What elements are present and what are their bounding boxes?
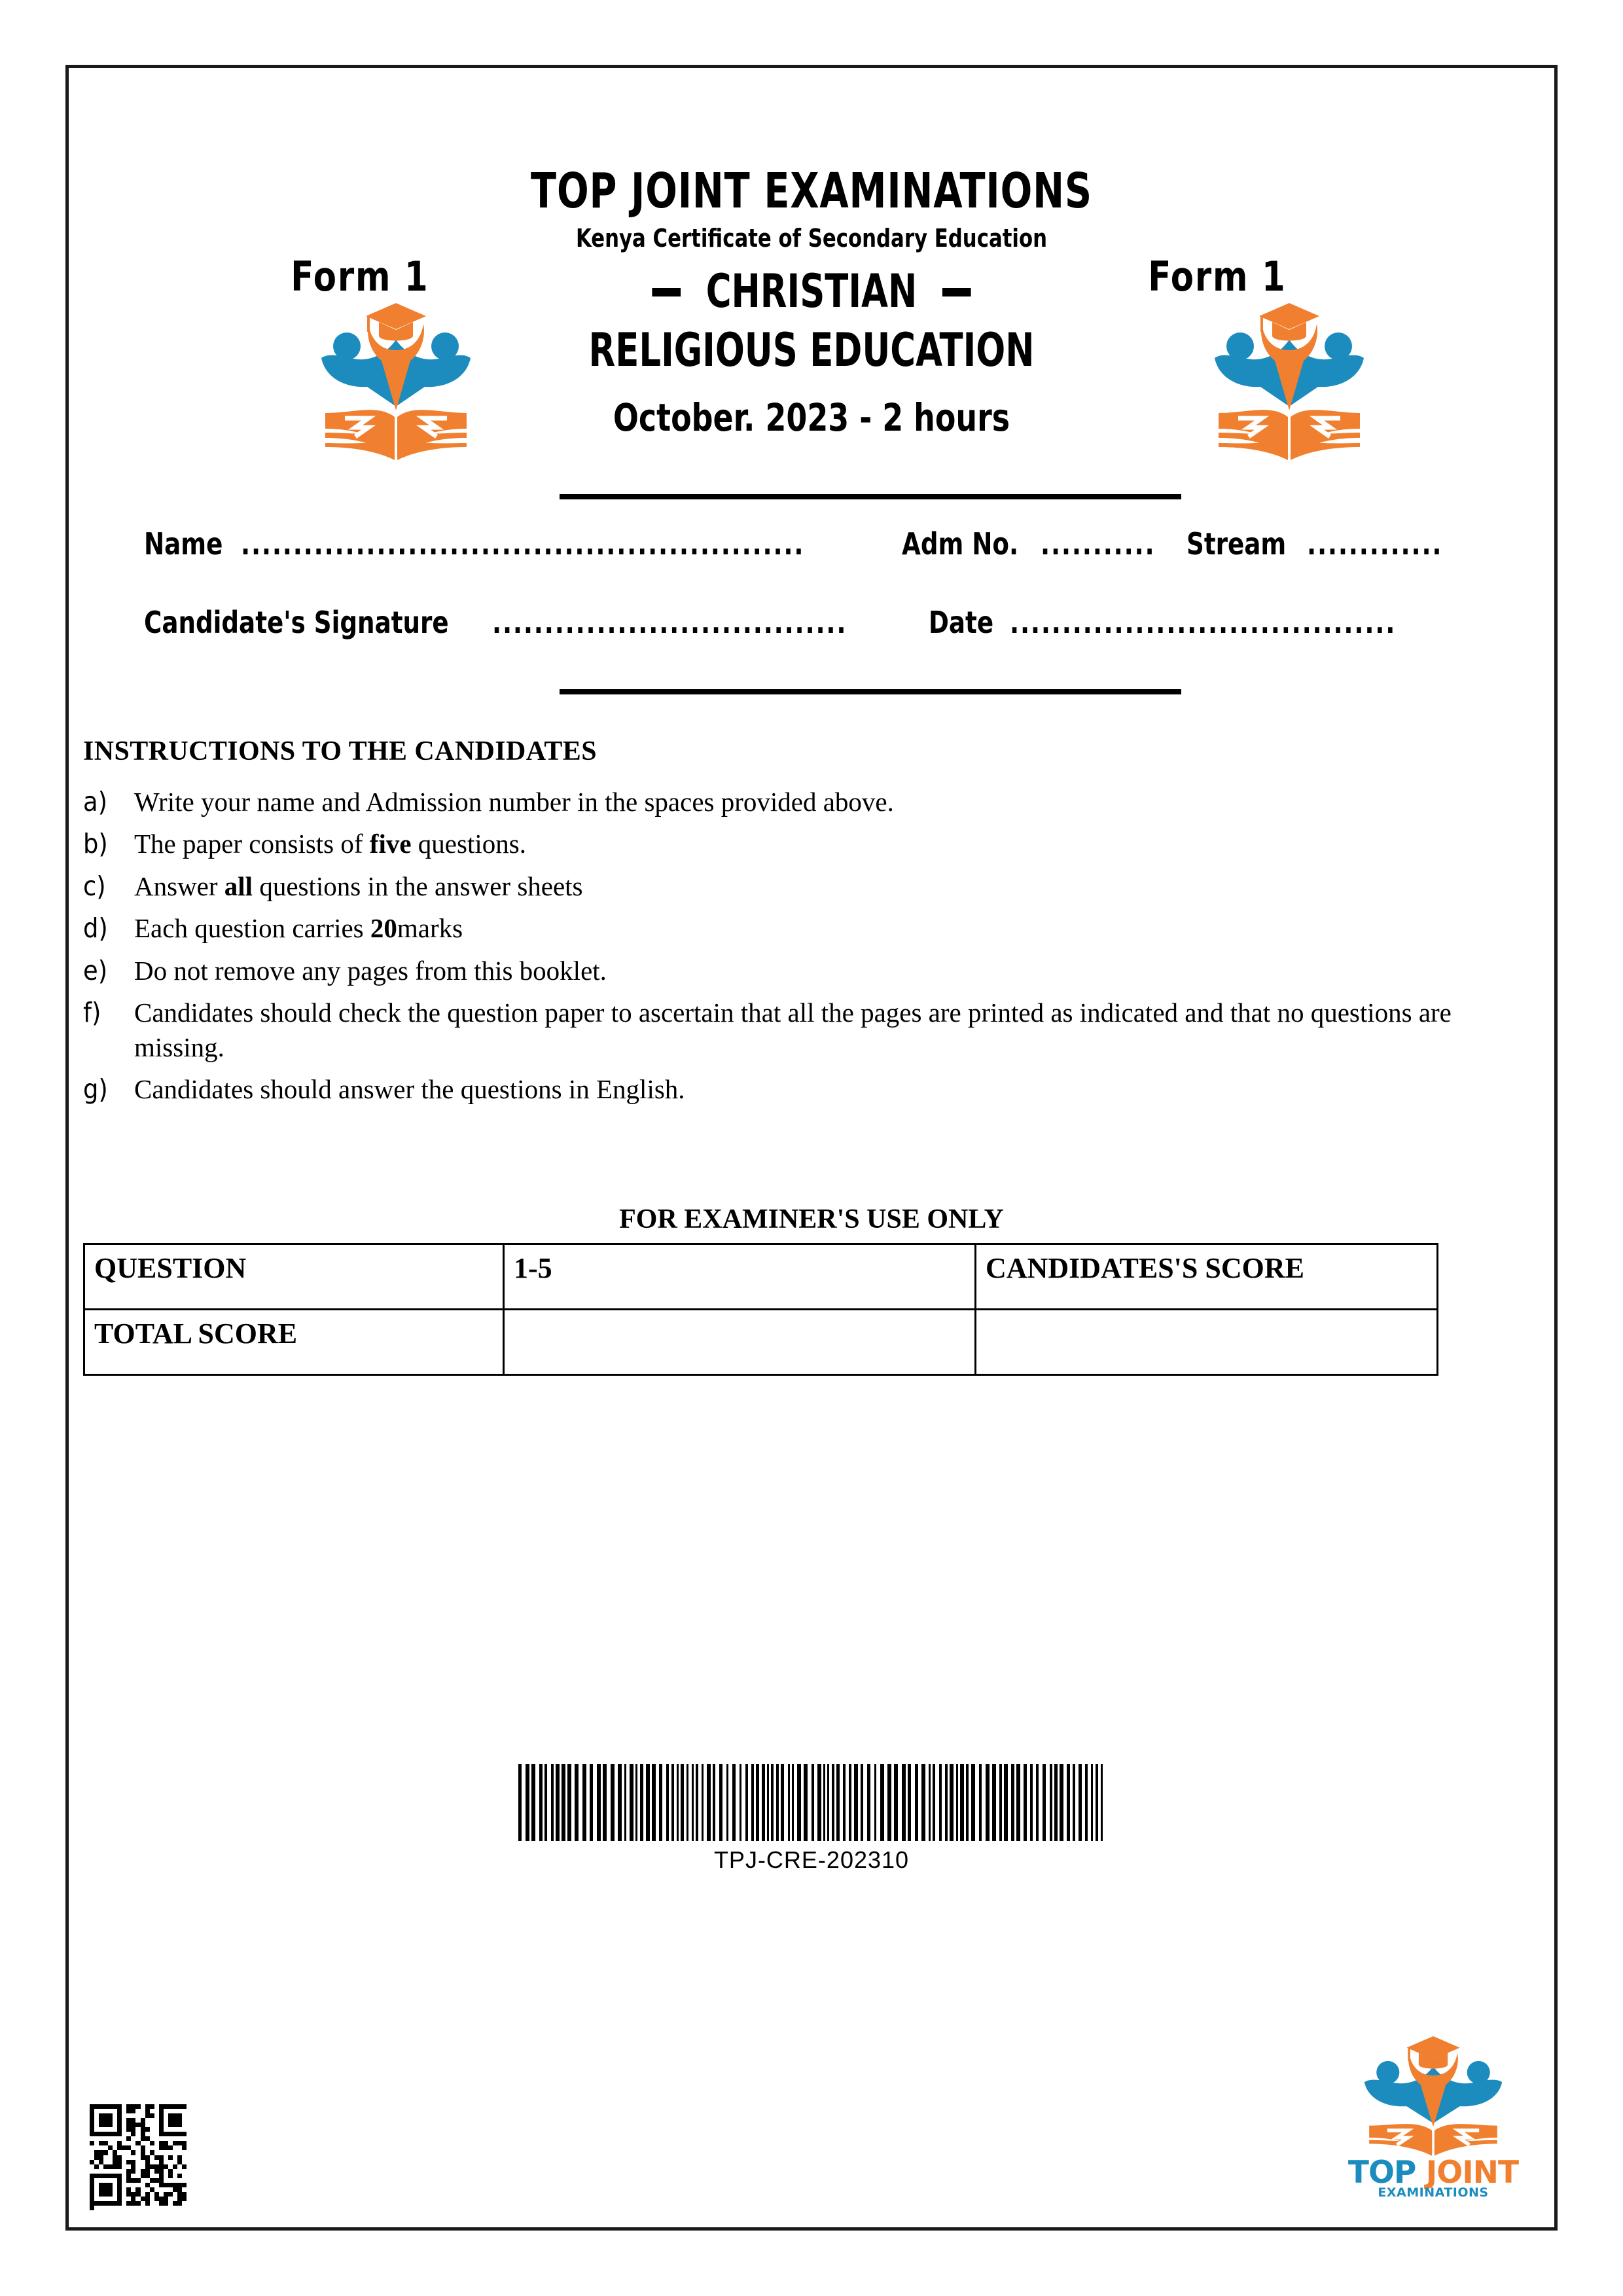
graduation-book-logo-left xyxy=(311,300,481,464)
instruction-text-post: questions in the answer sheets xyxy=(253,870,583,901)
table-row xyxy=(84,1244,1438,1310)
instruction-marker: b) xyxy=(83,828,108,860)
page-subtitle: Kenya Certificate of Secondary Education xyxy=(575,224,1048,253)
stream-input-line[interactable]: ............. xyxy=(1306,526,1443,562)
instruction-marker: e) xyxy=(83,954,108,986)
header-divider-rule-bottom xyxy=(560,689,1181,694)
stream-label: Stream xyxy=(1186,526,1287,562)
instruction-marker: g) xyxy=(83,1073,108,1105)
adm-no-input-line[interactable]: ........... xyxy=(1041,526,1156,562)
table-cell-score-header: CANDIDATES'S SCORE xyxy=(976,1244,1438,1310)
instruction-marker: c) xyxy=(83,870,106,902)
qr-code-icon xyxy=(90,2104,191,2206)
signature-label: Candidate's Signature xyxy=(144,605,449,640)
examiner-score-table xyxy=(83,1243,1438,1376)
instruction-item xyxy=(83,827,1464,861)
instruction-text: Write your name and Admission number in the spaces provided above. xyxy=(134,787,894,817)
subject-line-2: RELIGIOUS EDUCATION xyxy=(588,323,1035,377)
header-divider-rule-top xyxy=(560,494,1181,499)
instruction-text: Do not remove any pages from this booklet. xyxy=(134,955,607,986)
examiner-table-heading: FOR EXAMINER'S USE ONLY xyxy=(619,1204,1004,1234)
instruction-marker: f) xyxy=(83,997,101,1029)
instruction-text xyxy=(134,827,1464,861)
date-label: Date xyxy=(928,605,993,640)
instruction-item xyxy=(83,954,1464,988)
instruction-text xyxy=(134,869,1464,903)
instruction-text xyxy=(134,911,1464,945)
barcode-value: TPJ-CRE-202310 xyxy=(713,1846,910,1873)
instruction-text: Candidates should answer the questions in English. xyxy=(134,1074,685,1105)
instruction-item xyxy=(83,785,1464,819)
signature-input-line[interactable]: .................................. xyxy=(491,605,847,640)
table-cell-total-label: TOTAL SCORE xyxy=(84,1310,504,1375)
name-input-line[interactable]: ...................................................... xyxy=(241,526,805,562)
candidate-signature-row xyxy=(69,605,1623,640)
instruction-text-pre: Each question carries xyxy=(134,913,370,944)
adm-no-label: Adm No. xyxy=(901,526,1018,562)
table-cell-question-label: QUESTION xyxy=(84,1244,504,1310)
name-label: Name xyxy=(144,526,223,562)
barcode-block xyxy=(69,1755,1554,1874)
table-cell-total-range[interactable] xyxy=(504,1310,976,1375)
footer-word-joint: JOINT xyxy=(1425,2155,1519,2191)
date-input-line[interactable]: ..................................... xyxy=(1010,605,1397,640)
instruction-text-post: marks xyxy=(397,913,463,944)
page-title: TOP JOINT EXAMINATIONS xyxy=(531,163,1092,219)
instruction-item xyxy=(83,869,1464,903)
instruction-text-pre: Answer xyxy=(134,870,224,901)
instruction-marker: d) xyxy=(83,912,108,944)
instruction-marker: a) xyxy=(83,786,107,817)
table-row xyxy=(84,1310,1438,1375)
table-cell-question-range: 1-5 xyxy=(504,1244,976,1310)
instruction-text-emphasis: 20 xyxy=(370,913,397,944)
instruction-item xyxy=(83,911,1464,945)
dash-right-icon xyxy=(942,288,971,296)
candidate-identity-row xyxy=(69,526,1623,562)
exam-date-duration: October. 2023 - 2 hours xyxy=(613,395,1010,440)
exam-page-border xyxy=(65,65,1558,2231)
instruction-text-emphasis: five xyxy=(369,829,412,859)
barcode-icon xyxy=(518,1764,1105,1841)
table-cell-total-score[interactable] xyxy=(976,1310,1438,1375)
footer-wordmark xyxy=(1338,2155,1528,2191)
instructions-list xyxy=(83,785,1464,1115)
footer-brand-logo xyxy=(1338,2035,1528,2212)
footer-word-top: TOP xyxy=(1347,2155,1416,2191)
instruction-text-post: questions. xyxy=(411,829,526,859)
dash-left-icon xyxy=(652,288,681,296)
graduation-book-logo-right xyxy=(1204,300,1374,464)
form-label-left: Form 1 xyxy=(291,253,429,300)
instruction-text: Candidates should check the question paper to ascertain that all the pages are printed as indicated and that no questions are missing. xyxy=(134,997,1452,1062)
page-header xyxy=(69,68,1554,539)
instruction-item xyxy=(83,1072,1464,1106)
form-label-right: Form 1 xyxy=(1148,253,1287,300)
instructions-heading: INSTRUCTIONS TO THE CANDIDATES xyxy=(83,736,597,766)
graduation-book-logo-footer xyxy=(1355,2035,1512,2156)
instruction-item xyxy=(83,996,1464,1064)
footer-subtitle: EXAMINATIONS xyxy=(1378,2185,1489,2200)
subject-name: CHRISTIAN xyxy=(705,264,918,318)
instruction-text-emphasis: all xyxy=(224,870,253,901)
instruction-text-pre: The paper consists of xyxy=(134,829,370,859)
